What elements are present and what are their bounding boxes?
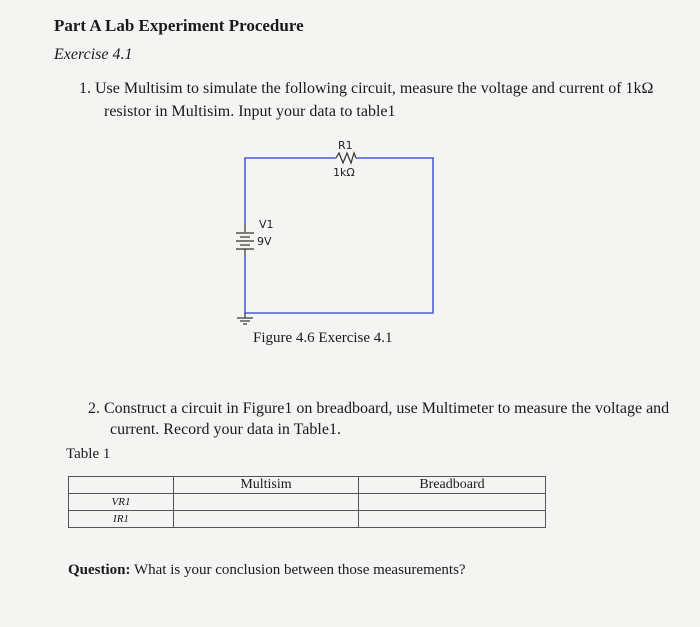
data-table bbox=[68, 476, 546, 528]
step1-line1: 1. Use Multisim to simulate the following circuit, measure the voltage and current of 1kΩ bbox=[79, 80, 654, 97]
row-label-ir1: IR1 bbox=[69, 511, 174, 528]
header-breadboard: Breadboard bbox=[359, 477, 546, 494]
right-wire bbox=[245, 158, 433, 313]
figure-caption: Figure 4.6 Exercise 4.1 bbox=[253, 330, 393, 346]
question-text: What is your conclusion between those measurements? bbox=[130, 562, 466, 578]
question-label: Question: bbox=[68, 562, 131, 578]
resistor-value: 1kΩ bbox=[333, 166, 355, 179]
question bbox=[68, 562, 466, 579]
source-value: 9V bbox=[257, 235, 272, 248]
step1-line2: resistor in Multisim. Input your data to table1 bbox=[104, 103, 396, 120]
step2-line2: current. Record your data in Table1. bbox=[110, 421, 341, 438]
page-heading: Part A Lab Experiment Procedure bbox=[54, 16, 304, 35]
table-label: Table 1 bbox=[66, 446, 111, 462]
table-header-row bbox=[69, 477, 546, 494]
cell-ir1-breadboard[interactable] bbox=[359, 511, 546, 528]
header-blank bbox=[69, 477, 174, 494]
table-row bbox=[69, 494, 546, 511]
cell-ir1-multisim[interactable] bbox=[174, 511, 359, 528]
cell-vr1-breadboard[interactable] bbox=[359, 494, 546, 511]
source-name: V1 bbox=[259, 218, 274, 231]
cell-vr1-multisim[interactable] bbox=[174, 494, 359, 511]
top-wire bbox=[245, 158, 336, 224]
row-label-vr1: VR1 bbox=[69, 494, 174, 511]
resistor-name: R1 bbox=[338, 139, 353, 152]
header-multisim: Multisim bbox=[174, 477, 359, 494]
battery-symbol bbox=[236, 224, 254, 256]
step2-line1: 2. Construct a circuit in Figure1 on breadboard, use Multimeter to measure the voltage and bbox=[88, 400, 670, 417]
table-row bbox=[69, 511, 546, 528]
resistor-symbol bbox=[336, 153, 356, 163]
exercise-title: Exercise 4.1 bbox=[54, 46, 133, 63]
ground-symbol bbox=[237, 313, 253, 324]
